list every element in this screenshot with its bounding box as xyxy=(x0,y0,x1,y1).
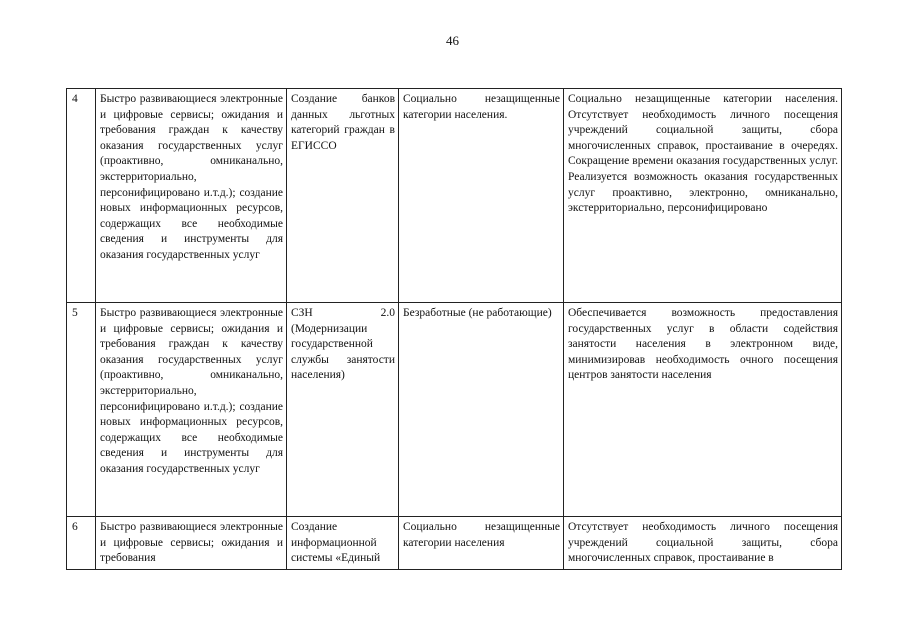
row-number-text: 6 xyxy=(72,521,78,533)
measure-text: Создание информационной системы «Единый xyxy=(291,521,381,565)
services-cell: Быстро развивающиеся электронные и цифровые сервисы; ожидания и требования граждан к качеству оказания государственных услуг (проактивно, омниканально, экстерриториально, персонифицировано и.т.д.); создание новых информационных ресурсов, содержащих все необходимые сведения и инструменты для оказания государственных услуг xyxy=(96,89,287,303)
result-text: Отсутствует необходимость личного посещения учреждений социальной защиты, сбора многочисленных справок, простаивание в xyxy=(568,521,838,565)
measure-cell: Создание банков данных льготных категорий граждан в ЕГИССО xyxy=(287,89,399,303)
measure-cell xyxy=(287,517,399,570)
page-number: 46 xyxy=(446,33,459,48)
services-cell xyxy=(96,517,287,570)
measure-cell: СЗН 2.0 (Модернизации государственной службы занятости населения) xyxy=(287,303,399,517)
result-cell xyxy=(564,517,842,570)
services-cell: Быстро развивающиеся электронные и цифровые сервисы; ожидания и требования граждан к качеству оказания государственных услуг (проактивно, омниканально, экстерриториально, персонифицировано и.т.д.); создание новых информационных ресурсов, содержащих все необходимые сведения и инструменты для оказания государственных услуг xyxy=(96,303,287,517)
table-row xyxy=(67,517,842,570)
row-number: 5 xyxy=(67,303,96,517)
table-row xyxy=(67,89,842,303)
category-cell xyxy=(399,517,564,570)
services-text: Быстро развивающиеся электронные и цифровые сервисы; ожидания и требования xyxy=(100,521,283,565)
category-cell: Социально незащищенные категории населения. xyxy=(399,89,564,303)
row-number: 4 xyxy=(67,89,96,303)
table-row xyxy=(67,303,842,517)
category-text: Социально незащищенные категории населения xyxy=(403,521,560,549)
row-number xyxy=(67,517,96,570)
category-cell: Безработные (не работающие) xyxy=(399,303,564,517)
measures-table xyxy=(66,88,842,570)
result-cell: Социально незащищенные категории населения. Отсутствует необходимость личного посещения учреждений социальной защиты, сбора многочисленных справок, простаивание в очередях. Сокращение времени оказания государственных услуг. Реализуется возможность оказания государственных услуг проактивно, электронно, омниканально, экстерриториально, персонифицировано xyxy=(564,89,842,303)
result-cell: Обеспечивается возможность предоставления государственных услуг в области содействия занятости населения в электронном виде, минимизировав необходимость очного посещения центров занятости населения xyxy=(564,303,842,517)
